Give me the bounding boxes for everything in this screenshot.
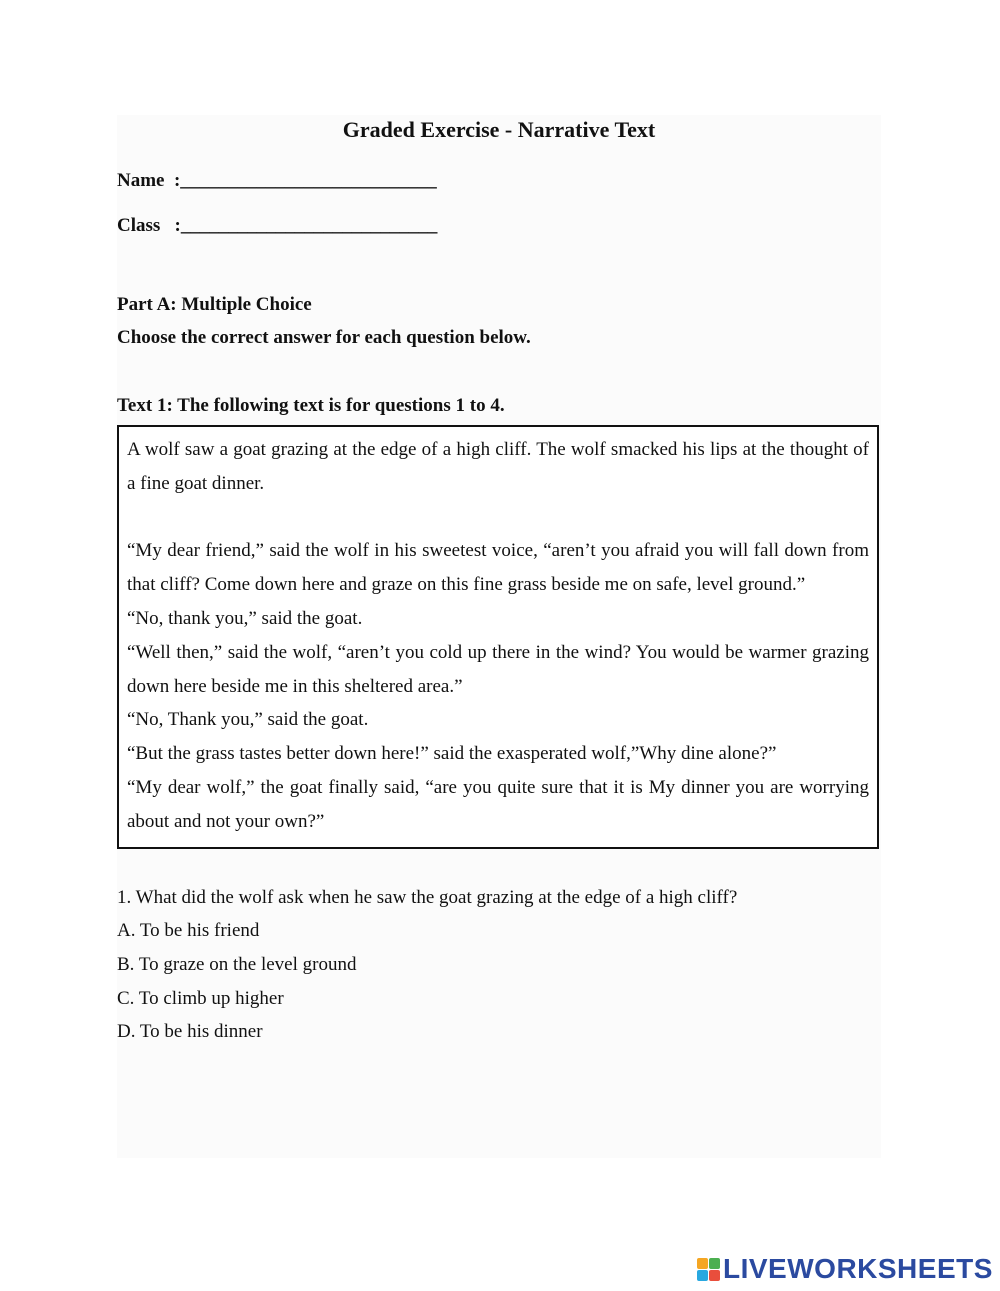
question-1-option-b[interactable]: B. To graze on the level ground (117, 954, 357, 975)
logo-squares-icon (697, 1258, 720, 1281)
question-1-option-c[interactable]: C. To climb up higher (117, 988, 284, 1009)
worksheet-title: Graded Exercise - Narrative Text (342, 117, 656, 142)
logo-square (709, 1258, 720, 1269)
text-heading: Text 1: The following text is for questions 1 to 4. (117, 395, 505, 416)
logo-square (697, 1270, 708, 1281)
class-field: Class :___________________________ (117, 215, 438, 236)
story-paragraph: “Well then,” said the wolf, “aren’t you cold up there in the wind? You would be warmer grazing down here beside me in this sheltered area.” (127, 641, 869, 697)
question-1-option-a[interactable]: A. To be his friend (117, 920, 260, 941)
story-paragraph: A wolf saw a goat grazing at the edge of a high cliff. The wolf smacked his lips at the thought of a fine goat dinner. (127, 439, 869, 494)
story-paragraph: “My dear wolf,” the goat finally said, “are you quite sure that it is My dinner you are worrying about and not your own?” (127, 776, 869, 832)
instruction-text: Choose the correct answer for each question below. (117, 327, 531, 348)
question-1-prompt: 1. What did the wolf ask when he saw the goat grazing at the edge of a high cliff? (117, 887, 738, 908)
logo-square (697, 1258, 708, 1269)
story-paragraph: “No, thank you,” said the goat. (127, 607, 363, 629)
story-text-box (117, 425, 879, 849)
part-heading: Part A: Multiple Choice (117, 294, 312, 315)
liveworksheets-logo[interactable] (697, 1251, 993, 1287)
logo-text: LIVEWORKSHEETS (723, 1253, 993, 1284)
question-1-option-d[interactable]: D. To be his dinner (117, 1021, 263, 1042)
logo-square (709, 1270, 720, 1281)
paragraph-gap (127, 501, 869, 535)
name-field: Name :___________________________ (117, 170, 437, 191)
story-paragraph: “But the grass tastes better down here!” said the exasperated wolf,”Why dine alone?” (127, 743, 777, 765)
story-paragraph: “My dear friend,” said the wolf in his sweetest voice, “aren’t you afraid you will fall down from that cliff? Come down here and graze on this fine grass beside me on safe, level ground.” (127, 540, 869, 596)
story-paragraph: “No, Thank you,” said the goat. (127, 709, 369, 731)
